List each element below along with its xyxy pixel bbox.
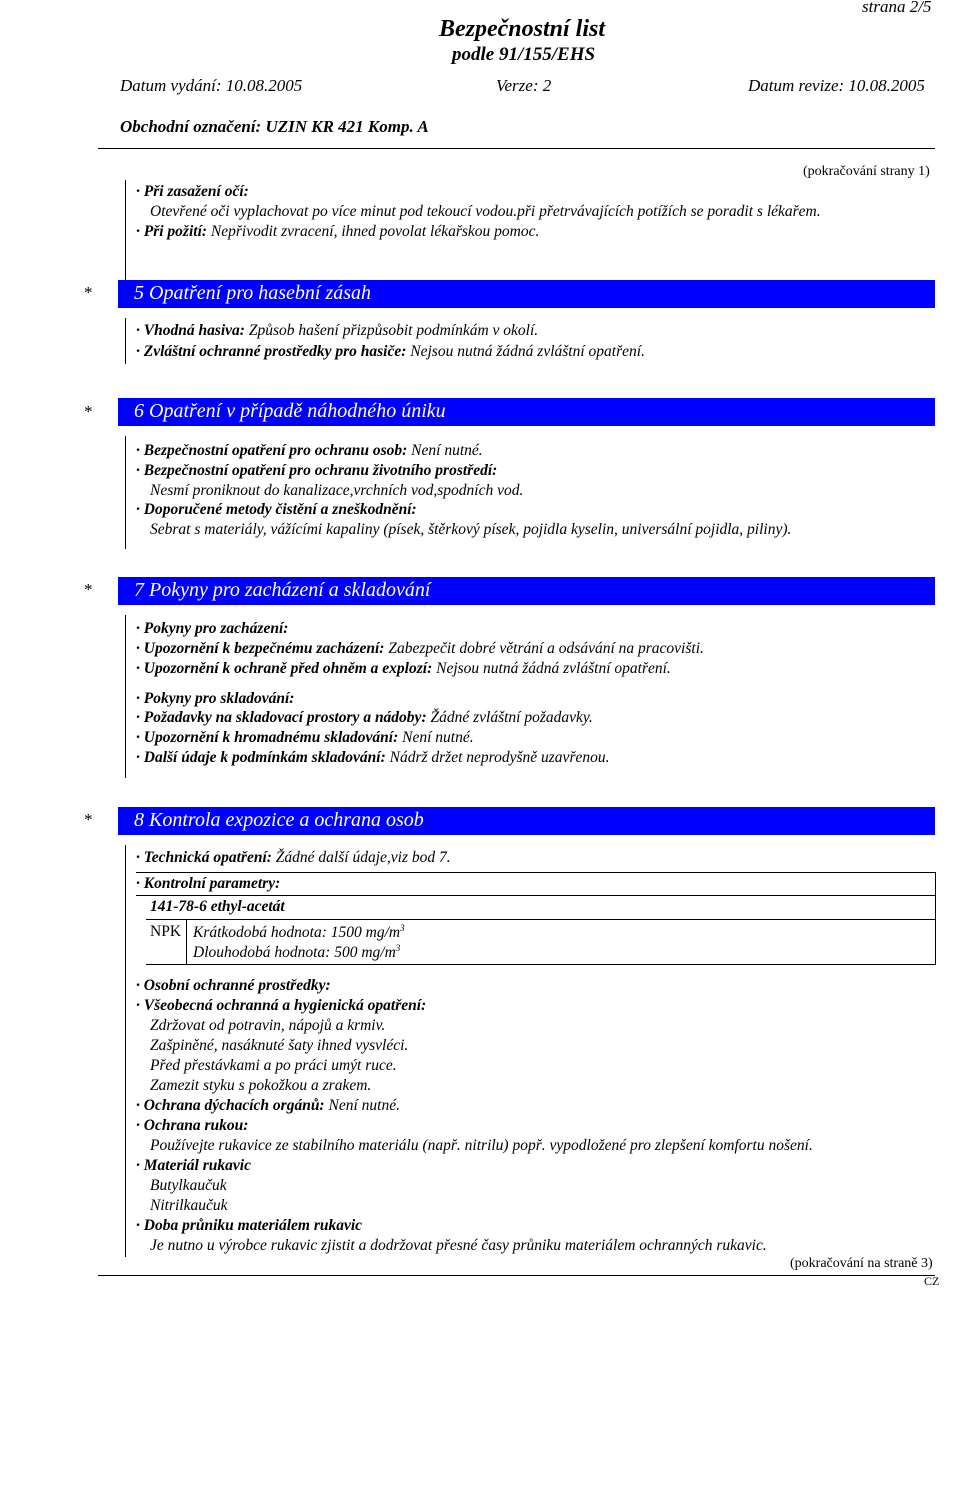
general-measure: Před přestávkami a po práci umýt ruce. bbox=[150, 1057, 397, 1074]
continuation-from: (pokračování strany 1) bbox=[803, 164, 930, 179]
glove-material-label: · Materiál rukavic bbox=[136, 1157, 251, 1174]
technical-measures: · Technická opatření: Žádné další údaje,viz bod 7. bbox=[136, 849, 451, 866]
section-6-title: 6 Opatření v případě náhodného úniku bbox=[134, 400, 446, 422]
environment-label: · Bezpečnostní opatření pro ochranu životního prostředí: bbox=[136, 462, 498, 479]
eyes-text: Otevřené oči vyplachovat po více minut pod tekoucí vodou.při přetrvávajících potížích se poradit s lékařem. bbox=[150, 203, 821, 220]
document-title: Bezpečnostní list bbox=[439, 16, 606, 42]
hand-protection-text: Používejte rukavice ze stabilního materiálu (např. nitrilu) popř. vypodložené pro zlepšení komfortu nošení. bbox=[150, 1137, 813, 1154]
hand-protection-label: · Ochrana rukou: bbox=[136, 1117, 249, 1134]
change-marker: * bbox=[84, 402, 93, 421]
table-divider bbox=[186, 919, 187, 965]
document-subtitle: podle 91/155/EHS bbox=[452, 44, 596, 65]
eyes-label: · Při zasažení očí: bbox=[136, 183, 249, 200]
glove-material: Butylkaučuk bbox=[150, 1177, 227, 1194]
product-name: Obchodní označení: UZIN KR 421 Komp. A bbox=[120, 117, 429, 136]
table-rule bbox=[136, 872, 936, 873]
control-parameters-label: · Kontrolní parametry: bbox=[136, 875, 281, 892]
header-rule bbox=[98, 148, 935, 149]
section-8-title: 8 Kontrola expozice a ochrana osob bbox=[134, 809, 424, 831]
continuation-to: (pokračování na straně 3) bbox=[790, 1256, 933, 1271]
frame-line bbox=[125, 436, 126, 549]
change-marker: * bbox=[84, 810, 93, 829]
section-8-header bbox=[118, 807, 935, 835]
common-storage: · Upozornění k hromadnému skladování: Není nutné. bbox=[136, 729, 474, 746]
frame-line bbox=[125, 180, 126, 280]
glove-material: Nitrilkaučuk bbox=[150, 1197, 228, 1214]
short-term-value: Krátkodobá hodnota: 1500 $mg/m^3$ bbox=[193, 923, 405, 942]
footer-rule bbox=[98, 1275, 935, 1276]
version: Verze: 2 bbox=[496, 76, 552, 95]
personal-precautions: · Bezpečnostní opatření pro ochranu osob: Není nutné. bbox=[136, 442, 483, 459]
respiratory-protection: · Ochrana dýchacích orgánů: Není nutné. bbox=[136, 1097, 400, 1114]
section-7-header bbox=[118, 577, 935, 605]
frame-line bbox=[125, 615, 126, 778]
section-7-title: 7 Pokyny pro zacházení a skladování bbox=[134, 579, 431, 601]
issue-date: Datum vydání: 10.08.2005 bbox=[120, 76, 303, 95]
section-5-title: 5 Opatření pro hasební zásah bbox=[134, 282, 372, 304]
storage-requirements: · Požadavky na skladovací prostory a nádoby: Žádné zvláštní požadavky. bbox=[136, 709, 593, 726]
section-5-header bbox=[118, 280, 935, 308]
substance-name: 141-78-6 ethyl-acetát bbox=[150, 898, 285, 915]
frame-line bbox=[125, 318, 126, 364]
cleanup-label: · Doporučené metody čistění a zneškodnění: bbox=[136, 501, 417, 518]
safe-handling: · Upozornění k bezpečnému zacházení: Zabezpečit dobré větrání a odsávání na pracovišti. bbox=[136, 640, 704, 657]
environment-text: Nesmí proniknout do kanalizace,vrchních vod,spodních vod. bbox=[150, 482, 524, 499]
table-rule bbox=[146, 964, 936, 965]
general-measure: Zašpiněné, nasáknuté šaty ihned vysvléci. bbox=[150, 1037, 409, 1054]
general-measure: Zdržovat od potravin, nápojů a krmiv. bbox=[150, 1017, 386, 1034]
handling-heading: · Pokyny pro zacházení: bbox=[136, 620, 289, 637]
general-measures-label: · Všeobecná ochranná a hygienická opatření: bbox=[136, 997, 427, 1014]
storage-heading: · Pokyny pro skladování: bbox=[136, 690, 295, 707]
frame-line bbox=[125, 845, 126, 1257]
extinguishing-media: · Vhodná hasiva: Způsob hašení přizpůsobit podmínkám v okolí. bbox=[136, 322, 539, 339]
ingestion-line: · Při požití: Nepřivodit zvracení, ihned povolat lékařskou pomoc. bbox=[136, 223, 540, 240]
general-measure: Zamezit styku s pokožkou a zrakem. bbox=[150, 1077, 372, 1094]
breakthrough-text: Je nutno u výrobce rukavic zjistit a dodržovat přesné časy průniku materiálem ochranných rukavic. bbox=[150, 1237, 767, 1254]
change-marker: * bbox=[84, 580, 93, 599]
fire-protection: · Upozornění k ochraně před ohněm a explozí: Nejsou nutná žádná zvláštní opatření. bbox=[136, 660, 671, 677]
revision-date: Datum revize: 10.08.2005 bbox=[748, 76, 925, 95]
table-rule bbox=[146, 919, 936, 920]
storage-conditions: · Další údaje k podmínkám skladování: Nádrž držet neprodyšně uzavřenou. bbox=[136, 749, 610, 766]
change-marker: * bbox=[84, 283, 93, 302]
npk-label: NPK bbox=[150, 923, 182, 940]
page-number: strana 2/5 bbox=[862, 0, 932, 16]
section-6-header bbox=[118, 398, 935, 426]
country-code: CZ bbox=[924, 1274, 940, 1288]
cleanup-text: Sebrat s materiály, vážícími kapaliny (písek, štěrkový písek, pojidla kyselin, universální pojidla, piliny). bbox=[150, 521, 792, 538]
breakthrough-label: · Doba průniku materiálem rukavic bbox=[136, 1217, 363, 1234]
table-rule bbox=[136, 895, 936, 896]
long-term-value: Dlouhodobá hodnota: 500 $mg/m^3$ bbox=[193, 943, 401, 962]
firefighter-equipment: · Zvláštní ochranné prostředky pro hasiče: Nejsou nutná žádná zvláštní opatření. bbox=[136, 343, 645, 360]
ppe-label: · Osobní ochranné prostředky: bbox=[136, 977, 331, 994]
